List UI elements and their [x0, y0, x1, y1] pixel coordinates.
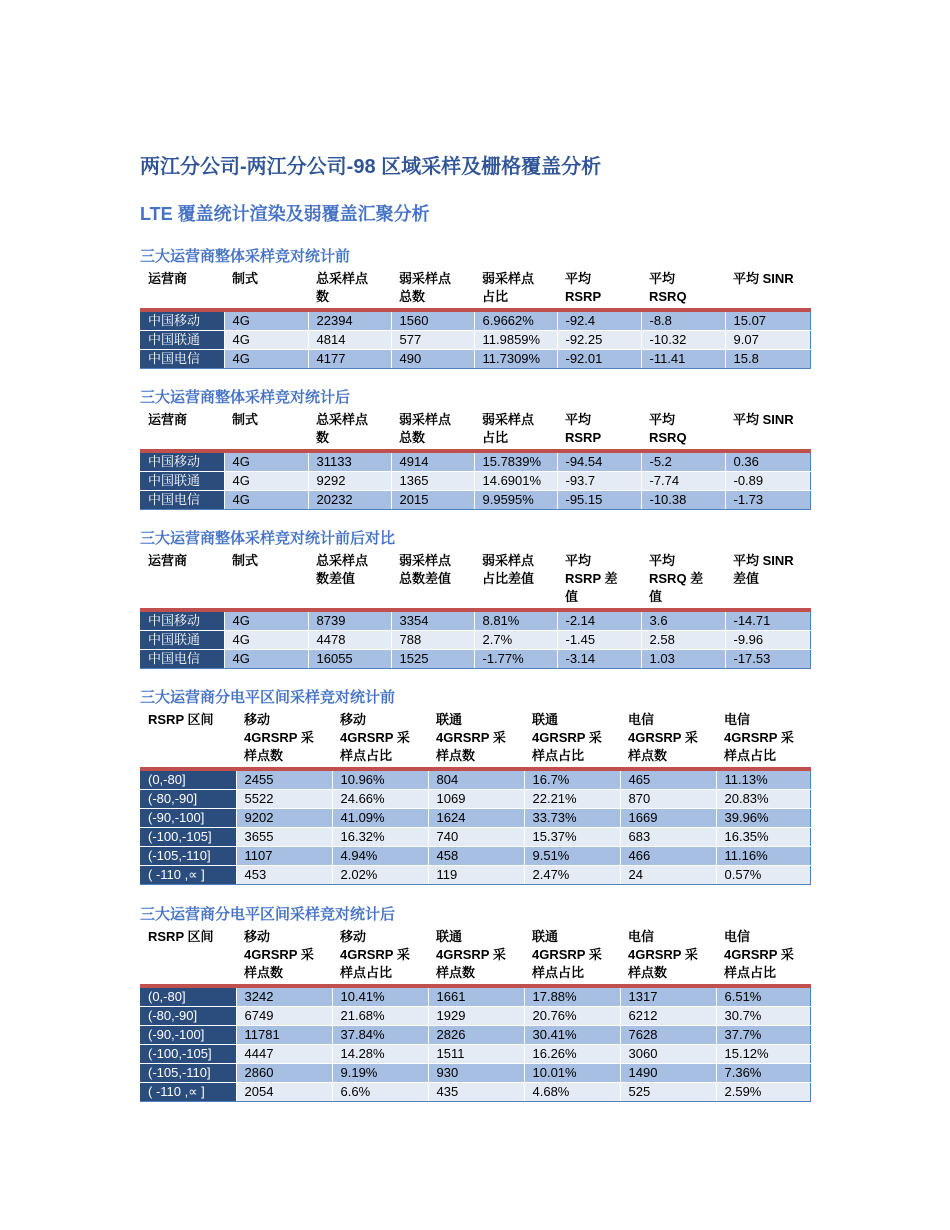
- table-cell: -3.14: [557, 650, 641, 669]
- column-header: 总采样点 数: [316, 412, 369, 445]
- table-cell: 16.32%: [332, 828, 428, 847]
- table-row: [140, 1007, 810, 1026]
- table-cell: 15.37%: [524, 828, 620, 847]
- section-title: 三大运营商分电平区间采样竞对统计后: [140, 906, 396, 923]
- row-label-cell: (-80,-90]: [140, 1007, 236, 1026]
- table-cell: 20232: [308, 491, 391, 510]
- table-cell: 1069: [428, 790, 524, 809]
- table-cell: 4914: [391, 451, 474, 472]
- stats-table: [140, 410, 811, 510]
- table-cell: 4814: [308, 331, 391, 350]
- table-cell: 9202: [236, 809, 332, 828]
- section-title: 三大运营商整体采样竞对统计后: [140, 389, 351, 406]
- table-cell: 11.7309%: [474, 350, 557, 369]
- column-header: 移动 4GRSRP 采 样点数: [244, 712, 314, 763]
- column-header: 电信 4GRSRP 采 样点占比: [724, 929, 794, 980]
- table-cell: 1525: [391, 650, 474, 669]
- table-cell: 3655: [236, 828, 332, 847]
- table-cell: 39.96%: [716, 809, 810, 828]
- table-cell: 21.68%: [332, 1007, 428, 1026]
- row-label-cell: (-90,-100]: [140, 1026, 236, 1045]
- table-cell: 24.66%: [332, 790, 428, 809]
- table-cell: 7.36%: [716, 1064, 810, 1083]
- table-cell: 2826: [428, 1026, 524, 1045]
- document-subtitle: LTE 覆盖统计渲染及弱覆盖汇聚分析: [140, 204, 430, 224]
- table-cell: 2860: [236, 1064, 332, 1083]
- row-label-cell: (-80,-90]: [140, 790, 236, 809]
- table-cell: 466: [620, 847, 716, 866]
- table-cell: 9.51%: [524, 847, 620, 866]
- column-header: 联通 4GRSRP 采 样点占比: [532, 712, 602, 763]
- table-cell: -17.53: [725, 650, 810, 669]
- table-cell: -92.25: [557, 331, 641, 350]
- table-cell: 14.6901%: [474, 472, 557, 491]
- table-cell: 119: [428, 866, 524, 885]
- column-header: 运营商: [148, 271, 188, 286]
- table-row: [140, 828, 810, 847]
- table-row: [140, 1064, 810, 1083]
- column-header: 移动 4GRSRP 采 样点占比: [340, 929, 410, 980]
- table-cell: 22394: [308, 310, 391, 331]
- column-header: 运营商: [148, 553, 188, 568]
- table-row: [140, 986, 810, 1007]
- table-cell: -93.7: [557, 472, 641, 491]
- row-label-cell: (-100,-105]: [140, 1045, 236, 1064]
- column-header: 移动 4GRSRP 采 样点数: [244, 929, 314, 980]
- table-cell: 930: [428, 1064, 524, 1083]
- column-header: 弱采样点 总数: [399, 412, 452, 445]
- table-cell: 11.9859%: [474, 331, 557, 350]
- table-cell: 4478: [308, 631, 391, 650]
- table-cell: 0.36: [725, 451, 810, 472]
- table-cell: -9.96: [725, 631, 810, 650]
- column-header: 联通 4GRSRP 采 样点数: [436, 712, 506, 763]
- document-title: 两江分公司-两江分公司-98 区域采样及栅格覆盖分析: [140, 156, 602, 178]
- table-cell: 740: [428, 828, 524, 847]
- row-label-cell: (-105,-110]: [140, 847, 236, 866]
- table-cell: -0.89: [725, 472, 810, 491]
- column-header: 制式: [232, 553, 259, 568]
- table-row: [140, 610, 810, 631]
- column-header: 总采样点 数: [316, 271, 369, 304]
- table-cell: 22.21%: [524, 790, 620, 809]
- table-cell: 1.03: [641, 650, 725, 669]
- table-cell: 10.41%: [332, 986, 428, 1007]
- row-label-cell: ( -110 ,∝ ]: [140, 1083, 236, 1102]
- table-cell: 17.88%: [524, 986, 620, 1007]
- table-cell: 1624: [428, 809, 524, 828]
- stats-table: [140, 551, 811, 669]
- column-header: 平均 RSRQ: [649, 271, 687, 304]
- table-cell: 31133: [308, 451, 391, 472]
- row-label-cell: 中国电信: [140, 491, 224, 510]
- table-cell: 30.7%: [716, 1007, 810, 1026]
- table-row: [140, 350, 810, 369]
- table-row: [140, 472, 810, 491]
- column-header: 弱采样点 占比: [482, 412, 535, 445]
- row-label-cell: 中国联通: [140, 331, 224, 350]
- column-header: 电信 4GRSRP 采 样点数: [628, 712, 698, 763]
- row-label-cell: (-90,-100]: [140, 809, 236, 828]
- column-header: RSRP 区间: [148, 929, 214, 944]
- table-cell: 20.76%: [524, 1007, 620, 1026]
- table-cell: 2.47%: [524, 866, 620, 885]
- table-cell: 2054: [236, 1083, 332, 1102]
- table-cell: -5.2: [641, 451, 725, 472]
- table-cell: 3354: [391, 610, 474, 631]
- stats-table: [140, 927, 811, 1102]
- table-cell: 8.81%: [474, 610, 557, 631]
- table-cell: 33.73%: [524, 809, 620, 828]
- table-row: [140, 491, 810, 510]
- table-cell: 9.07: [725, 331, 810, 350]
- table-cell: -92.4: [557, 310, 641, 331]
- table-cell: 1560: [391, 310, 474, 331]
- table-cell: 3.6: [641, 610, 725, 631]
- table-cell: 577: [391, 331, 474, 350]
- column-header: 弱采样点 总数差值: [399, 553, 452, 586]
- table-cell: 16.7%: [524, 769, 620, 790]
- table-cell: 490: [391, 350, 474, 369]
- table-cell: 4G: [224, 472, 308, 491]
- table-cell: 37.84%: [332, 1026, 428, 1045]
- table-cell: 683: [620, 828, 716, 847]
- table-cell: -11.41: [641, 350, 725, 369]
- table-cell: 4177: [308, 350, 391, 369]
- table-cell: 2015: [391, 491, 474, 510]
- column-header: 平均 RSRQ 差 值: [649, 553, 704, 604]
- column-header: 制式: [232, 271, 259, 286]
- table-cell: 1317: [620, 986, 716, 1007]
- table-cell: 1365: [391, 472, 474, 491]
- table-cell: -2.14: [557, 610, 641, 631]
- table-cell: 14.28%: [332, 1045, 428, 1064]
- section-title: 三大运营商整体采样竞对统计前后对比: [140, 530, 396, 547]
- column-header: 联通 4GRSRP 采 样点数: [436, 929, 506, 980]
- table-row: [140, 650, 810, 669]
- table-cell: 2.59%: [716, 1083, 810, 1102]
- table-cell: 11.13%: [716, 769, 810, 790]
- table-cell: 41.09%: [332, 809, 428, 828]
- table-cell: -92.01: [557, 350, 641, 369]
- table-cell: -94.54: [557, 451, 641, 472]
- column-header: 平均 RSRQ: [649, 412, 687, 445]
- table-cell: -8.8: [641, 310, 725, 331]
- table-cell: 1511: [428, 1045, 524, 1064]
- column-header: 平均 RSRP: [565, 271, 602, 304]
- table-cell: 6.6%: [332, 1083, 428, 1102]
- table-cell: 6212: [620, 1007, 716, 1026]
- table-cell: 11781: [236, 1026, 332, 1045]
- table-cell: -7.74: [641, 472, 725, 491]
- table-cell: 10.01%: [524, 1064, 620, 1083]
- table-cell: 10.96%: [332, 769, 428, 790]
- table-cell: 6.9662%: [474, 310, 557, 331]
- section-title: 三大运营商整体采样竞对统计前: [140, 248, 351, 265]
- column-header: 弱采样点 总数: [399, 271, 452, 304]
- section-title: 三大运营商分电平区间采样竞对统计前: [140, 689, 396, 706]
- table-cell: 4447: [236, 1045, 332, 1064]
- column-header: 运营商: [148, 412, 188, 427]
- table-cell: 9.9595%: [474, 491, 557, 510]
- table-cell: 4G: [224, 350, 308, 369]
- table-cell: 4.94%: [332, 847, 428, 866]
- table-cell: 6749: [236, 1007, 332, 1026]
- table-cell: 7628: [620, 1026, 716, 1045]
- table-cell: 1929: [428, 1007, 524, 1026]
- column-header: 联通 4GRSRP 采 样点占比: [532, 929, 602, 980]
- row-label-cell: ( -110 ,∝ ]: [140, 866, 236, 885]
- table-cell: 4.68%: [524, 1083, 620, 1102]
- column-header: 平均 SINR: [733, 271, 794, 286]
- table-cell: 458: [428, 847, 524, 866]
- table-cell: -14.71: [725, 610, 810, 631]
- table-cell: 4G: [224, 631, 308, 650]
- table-cell: 1661: [428, 986, 524, 1007]
- row-label-cell: 中国电信: [140, 650, 224, 669]
- table-cell: -95.15: [557, 491, 641, 510]
- table-cell: -10.32: [641, 331, 725, 350]
- table-row: [140, 631, 810, 650]
- table-cell: 9292: [308, 472, 391, 491]
- table-cell: 465: [620, 769, 716, 790]
- table-cell: -1.73: [725, 491, 810, 510]
- table-cell: 20.83%: [716, 790, 810, 809]
- column-header: 平均 SINR: [733, 412, 794, 427]
- table-row: [140, 1045, 810, 1064]
- column-header: 制式: [232, 412, 259, 427]
- table-cell: -10.38: [641, 491, 725, 510]
- row-label-cell: (-105,-110]: [140, 1064, 236, 1083]
- row-label-cell: (0,-80]: [140, 986, 236, 1007]
- column-header: 平均 RSRP 差 值: [565, 553, 618, 604]
- table-cell: 2455: [236, 769, 332, 790]
- table-cell: 30.41%: [524, 1026, 620, 1045]
- table-cell: -1.77%: [474, 650, 557, 669]
- row-label-cell: 中国移动: [140, 310, 224, 331]
- table-cell: 15.8: [725, 350, 810, 369]
- row-label-cell: 中国电信: [140, 350, 224, 369]
- row-label-cell: (0,-80]: [140, 769, 236, 790]
- table-cell: 2.58: [641, 631, 725, 650]
- table-cell: 1669: [620, 809, 716, 828]
- table-cell: 870: [620, 790, 716, 809]
- stats-table: [140, 710, 811, 885]
- table-cell: 4G: [224, 491, 308, 510]
- table-row: [140, 451, 810, 472]
- table-cell: 0.57%: [716, 866, 810, 885]
- table-row: [140, 310, 810, 331]
- table-cell: 3242: [236, 986, 332, 1007]
- stats-table: [140, 269, 811, 369]
- row-label-cell: 中国移动: [140, 451, 224, 472]
- table-row: [140, 769, 810, 790]
- table-cell: 4G: [224, 451, 308, 472]
- table-cell: 804: [428, 769, 524, 790]
- column-header: RSRP 区间: [148, 712, 214, 727]
- table-cell: 15.12%: [716, 1045, 810, 1064]
- table-cell: 4G: [224, 331, 308, 350]
- table-cell: 37.7%: [716, 1026, 810, 1045]
- table-cell: -1.45: [557, 631, 641, 650]
- column-header: 电信 4GRSRP 采 样点数: [628, 929, 698, 980]
- table-cell: 5522: [236, 790, 332, 809]
- table-row: [140, 809, 810, 828]
- table-cell: 3060: [620, 1045, 716, 1064]
- table-cell: 435: [428, 1083, 524, 1102]
- table-cell: 24: [620, 866, 716, 885]
- table-cell: 8739: [308, 610, 391, 631]
- column-header: 平均 SINR 差值: [733, 553, 794, 586]
- table-cell: 2.02%: [332, 866, 428, 885]
- table-row: [140, 331, 810, 350]
- table-cell: 16.26%: [524, 1045, 620, 1064]
- column-header: 总采样点 数差值: [316, 553, 369, 586]
- table-cell: 525: [620, 1083, 716, 1102]
- column-header: 弱采样点 占比差值: [482, 553, 535, 586]
- table-cell: 16055: [308, 650, 391, 669]
- table-cell: 788: [391, 631, 474, 650]
- column-header: 移动 4GRSRP 采 样点占比: [340, 712, 410, 763]
- table-row: [140, 847, 810, 866]
- table-cell: 9.19%: [332, 1064, 428, 1083]
- column-header: 弱采样点 占比: [482, 271, 535, 304]
- column-header: 电信 4GRSRP 采 样点占比: [724, 712, 794, 763]
- table-cell: 453: [236, 866, 332, 885]
- table-cell: 6.51%: [716, 986, 810, 1007]
- row-label-cell: 中国联通: [140, 472, 224, 491]
- table-cell: 4G: [224, 650, 308, 669]
- table-cell: 4G: [224, 610, 308, 631]
- table-row: [140, 790, 810, 809]
- table-cell: 1490: [620, 1064, 716, 1083]
- table-cell: 2.7%: [474, 631, 557, 650]
- table-cell: 16.35%: [716, 828, 810, 847]
- table-row: [140, 1083, 810, 1102]
- table-cell: 11.16%: [716, 847, 810, 866]
- row-label-cell: 中国移动: [140, 610, 224, 631]
- table-cell: 15.7839%: [474, 451, 557, 472]
- row-label-cell: 中国联通: [140, 631, 224, 650]
- table-row: [140, 1026, 810, 1045]
- table-cell: 1107: [236, 847, 332, 866]
- table-cell: 4G: [224, 310, 308, 331]
- column-header: 平均 RSRP: [565, 412, 602, 445]
- table-cell: 15.07: [725, 310, 810, 331]
- table-row: [140, 866, 810, 885]
- row-label-cell: (-100,-105]: [140, 828, 236, 847]
